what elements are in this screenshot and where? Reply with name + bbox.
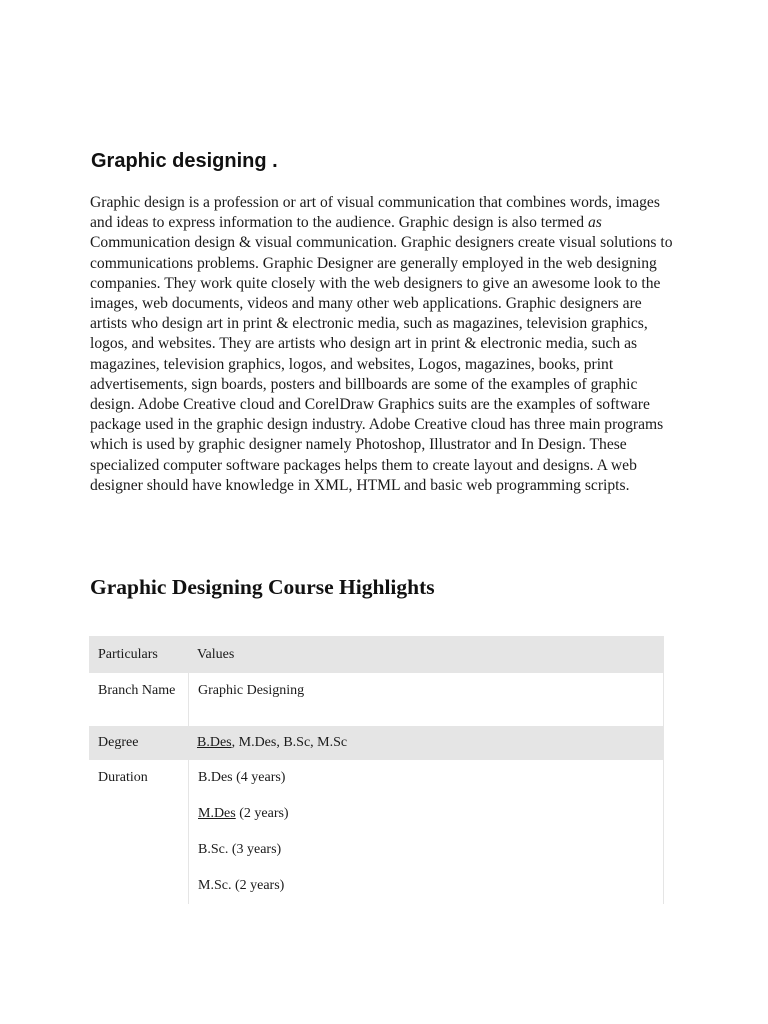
row-value-branch: Graphic Designing: [188, 673, 664, 726]
bdes-link[interactable]: B.Des: [197, 735, 232, 750]
duration-mdes-rest: (2 years): [235, 806, 289, 821]
intro-emphasis: as: [588, 214, 602, 232]
page-title: Graphic designing .: [91, 150, 278, 172]
row-value-degree: [188, 726, 664, 760]
highlights-heading: Graphic Designing Course Highlights: [90, 575, 435, 599]
header-values: Values: [197, 647, 235, 662]
row-label-branch: Branch Name: [98, 683, 176, 698]
duration-bdes: B.Des (4 years): [198, 770, 286, 785]
table-row: [89, 760, 664, 904]
intro-text-part1: Graphic design is a profession or art of visual communication that combines words, images and ideas to express information to the audience. Graphic design is also termed: [90, 194, 660, 232]
mdes-link[interactable]: M.Des: [198, 806, 236, 821]
degree-rest-text: , M.Des, B.Sc, M.Sc: [231, 735, 348, 750]
header-particulars: Particulars: [98, 647, 158, 662]
duration-bsc: B.Sc. (3 years): [198, 842, 282, 857]
table-row: [89, 673, 664, 726]
intro-text-part2: Communication design & visual communication. Graphic designers create visual solutions to communications problems. Graphic Designer are generally employed in the web designing companies. They work quite closely with the web designers to give an awesome look to the images, web documents, videos and many other web applications. Graphic designers are artists who design art in print & electronic media, such as magazines, television graphics, logos, and websites. They are artists who design art in print & electronic media, such as magazines, television graphics, logos, and websites, Logos, magazines, books, print advertisements, sign boards, posters and billboards are some of the examples of graphic design. Adobe Creative cloud and CorelDraw Graphics suits are the examples of software package used in the graphic design industry. Adobe Creative cloud has three main programs which is used by graphic designer namely Photoshop, Illustrator and In Design. These specialized computer software packages helps them to create layout and designs. A web designer should have knowledge in XML, HTML and basic web programming scripts.: [90, 234, 673, 494]
duration-mdes: [198, 805, 663, 823]
row-label-degree: Degree: [98, 735, 139, 750]
row-value-duration: [188, 760, 664, 904]
course-highlights-table: [89, 636, 664, 904]
table-header-row: [89, 636, 664, 673]
row-label-duration: Duration: [98, 770, 148, 785]
intro-paragraph: [90, 193, 680, 496]
table-row: [89, 726, 664, 760]
duration-msc: M.Sc. (2 years): [198, 878, 285, 893]
